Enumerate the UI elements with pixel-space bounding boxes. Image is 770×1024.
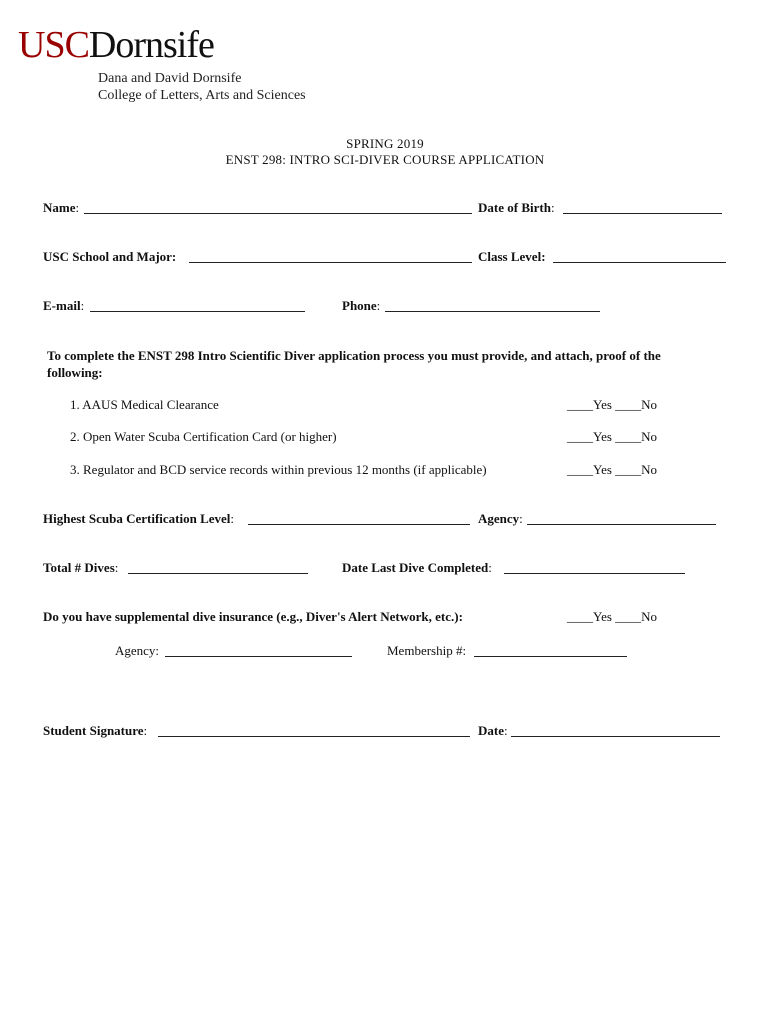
cert-level-label: Highest Scuba Certification Level: [43,511,235,526]
dob-field[interactable] [563,213,722,214]
course-heading: ENST 298: INTRO SCI-DIVER COURSE APPLICATION [225,152,545,167]
signature-date-label: Date: [478,723,508,738]
insurance-question: Do you have supplemental dive insurance (e.g., Diver's Alert Network, etc.): [43,609,463,624]
requirements-intro: To complete the ENST 298 Intro Scientific Diver application process you must provide, and attach, proof of the following: [47,348,661,380]
last-dive-field[interactable] [504,573,685,574]
logo-subtitle-line1: Dana and David Dornsife [98,71,242,86]
requirement-2-label: 2. Open Water Scuba Certification Card (or higher) [70,429,337,444]
membership-label: Membership #: [387,643,467,658]
total-dives-field[interactable] [128,573,308,574]
logo-usc-text: USC [18,24,89,66]
phone-label: Phone: [342,298,381,313]
requirement-1-yes-no[interactable]: ____Yes ____No [567,397,658,412]
logo-subtitle-line2: College of Letters, Arts and Sciences [98,88,306,103]
insurance-agency-field[interactable] [165,656,352,657]
term-heading: SPRING 2019 [346,136,424,151]
email-field[interactable] [90,311,305,312]
insurance-yes-no[interactable]: ____Yes ____No [567,609,658,624]
membership-field[interactable] [474,656,627,657]
requirement-1-label: 1. AAUS Medical Clearance [70,397,219,412]
class-level-label: Class Level: [478,249,546,264]
usc-dornsife-logo [18,26,214,64]
name-field[interactable] [84,213,472,214]
cert-level-field[interactable] [248,524,470,525]
signature-field[interactable] [158,736,470,737]
requirement-3-label: 3. Regulator and BCD service records within previous 12 months (if applicable) [70,462,487,477]
dob-label: Date of Birth: [478,200,555,215]
cert-agency-field[interactable] [527,524,716,525]
phone-field[interactable] [385,311,600,312]
requirement-3-yes-no[interactable]: ____Yes ____No [567,462,658,477]
signature-label: Student Signature: [43,723,148,738]
cert-agency-label: Agency: [478,511,523,526]
last-dive-label: Date Last Dive Completed: [342,560,492,575]
requirement-2-yes-no[interactable]: ____Yes ____No [567,429,658,444]
email-label: E-mail: [43,298,85,313]
name-label: Name: [43,200,80,215]
signature-date-field[interactable] [511,736,720,737]
total-dives-label: Total # Dives: [43,560,119,575]
school-major-field[interactable] [189,262,472,263]
logo-dornsife-text: Dornsife [88,24,214,66]
class-level-field[interactable] [553,262,726,263]
insurance-agency-label: Agency: [115,643,160,658]
school-major-label: USC School and Major: [43,249,177,264]
